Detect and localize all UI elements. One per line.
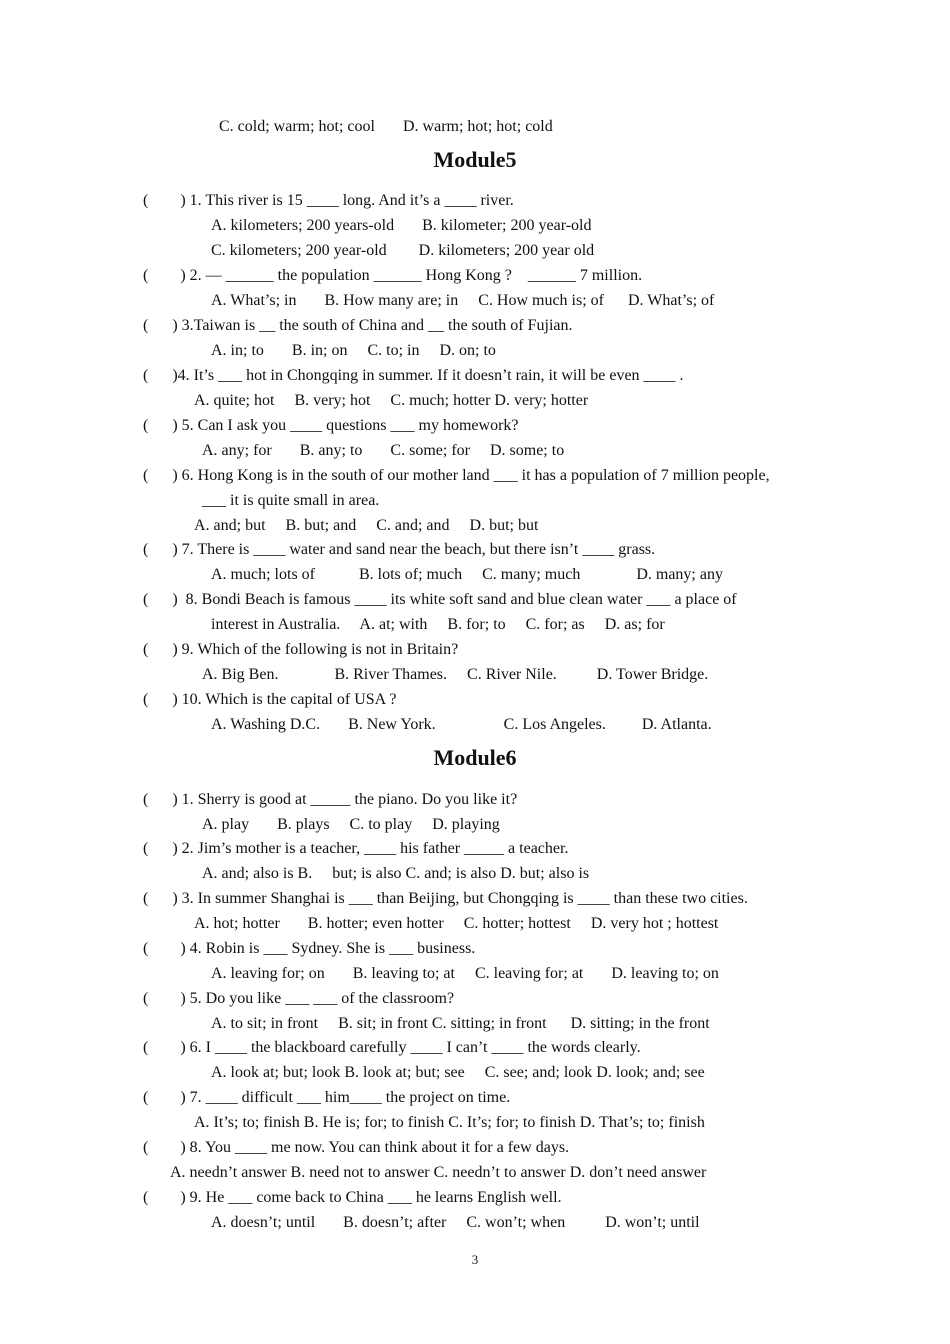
module5-heading: Module5: [433, 147, 517, 172]
module5-q2: ( ) 2. — ______ the population ______ Hong Kong ? ______ 7 million.: [143, 267, 643, 284]
top-options-line: C. cold; warm; hot; cool D. warm; hot; hot; cold: [219, 118, 553, 135]
module6-q9: ( ) 9. He ___ come back to China ___ he learns English well.: [143, 1189, 562, 1206]
module5-q6-options: A. and; but B. but; and C. and; and D. but; but: [194, 517, 539, 534]
module6-q8-options: A. needn’t answer B. need not to answer C. needn’t to answer D. don’t need answer: [170, 1164, 707, 1181]
module5-q9: ( ) 9. Which of the following is not in Britain?: [143, 641, 459, 658]
page-number: 3: [471, 1252, 479, 1267]
module6-q1-options: A. play B. plays C. to play D. playing: [202, 816, 500, 833]
module5-q2-options: A. What’s; in B. How many are; in C. How much is; of D. What’s; of: [211, 292, 715, 309]
module6-q4: ( ) 4. Robin is ___ Sydney. She is ___ business.: [143, 940, 476, 957]
module6-q9-options: A. doesn’t; until B. doesn’t; after C. won’t; when D. won’t; until: [211, 1214, 700, 1231]
module5-q3-options: A. in; to B. in; on C. to; in D. on; to: [211, 342, 496, 359]
module6-q8: ( ) 8. You ____ me now. You can think about it for a few days.: [143, 1139, 570, 1156]
module5-q1: ( ) 1. This river is 15 ____ long. And it’s a ____ river.: [143, 192, 514, 209]
module6-q5-options: A. to sit; in front B. sit; in front C. sitting; in front D. sitting; in the front: [211, 1015, 710, 1032]
module6-q2: ( ) 2. Jim’s mother is a teacher, ____ his father _____ a teacher.: [143, 840, 569, 857]
module6-q7: ( ) 7. ____ difficult ___ him____ the project on time.: [143, 1089, 511, 1106]
module5-q1-options-a: A. kilometers; 200 years-old B. kilometer; 200 year-old: [211, 217, 592, 234]
module5-q5: ( ) 5. Can I ask you ____ questions ___ my homework?: [143, 417, 519, 434]
module5-q8-continuation: interest in Australia. A. at; with B. for; to C. for; as D. as; for: [211, 616, 665, 633]
module5-q10-options: A. Washing D.C. B. New York. C. Los Angeles. D. Atlanta.: [211, 716, 712, 733]
module6-heading: Module6: [433, 745, 517, 770]
module5-q6-continuation: ___ it is quite small in area.: [202, 492, 380, 509]
module5-q9-options: A. Big Ben. B. River Thames. C. River Nile. D. Tower Bridge.: [202, 666, 709, 683]
module5-q4: ( )4. It’s ___ hot in Chongqing in summer. If it doesn’t rain, it will be even ____ .: [143, 367, 684, 384]
module6-q3: ( ) 3. In summer Shanghai is ___ than Beijing, but Chongqing is ____ than these two cities.: [143, 890, 748, 907]
module5-q10: ( ) 10. Which is the capital of USA ?: [143, 691, 397, 708]
module5-q5-options: A. any; for B. any; to C. some; for D. some; to: [202, 442, 565, 459]
module5-q7: ( ) 7. There is ____ water and sand near the beach, but there isn’t ____ grass.: [143, 541, 656, 558]
module6-q3-options: A. hot; hotter B. hotter; even hotter C. hotter; hottest D. very hot ; hottest: [194, 915, 719, 932]
module6-q1: ( ) 1. Sherry is good at _____ the piano. Do you like it?: [143, 791, 518, 808]
module5-q3: ( ) 3.Taiwan is __ the south of China and __ the south of Fujian.: [143, 317, 573, 334]
module6-q5: ( ) 5. Do you like ___ ___ of the classroom?: [143, 990, 455, 1007]
module6-q2-options: A. and; also is B. but; is also C. and; is also D. but; also is: [202, 865, 590, 882]
module5-q1-options-b: C. kilometers; 200 year-old D. kilometers; 200 year old: [211, 242, 595, 259]
module6-q4-options: A. leaving for; on B. leaving to; at C. leaving for; at D. leaving to; on: [211, 965, 719, 982]
module5-q4-options: A. quite; hot B. very; hot C. much; hotter D. very; hotter: [194, 392, 589, 409]
module5-q7-options: A. much; lots of B. lots of; much C. many; much D. many; any: [211, 566, 723, 583]
module6-q7-options: A. It’s; to; finish B. He is; for; to finish C. It’s; for; to finish D. That’s; to; finish: [194, 1114, 705, 1131]
module6-q6: ( ) 6. I ____ the blackboard carefully ____ I can’t ____ the words clearly.: [143, 1039, 641, 1056]
module5-q8: ( ) 8. Bondi Beach is famous ____ its white soft sand and blue clean water ___ a place of: [143, 591, 737, 608]
module5-q6: ( ) 6. Hong Kong is in the south of our mother land ___ it has a population of 7 million people,: [143, 467, 770, 484]
module6-q6-options: A. look at; but; look B. look at; but; see C. see; and; look D. look; and; see: [211, 1064, 705, 1081]
